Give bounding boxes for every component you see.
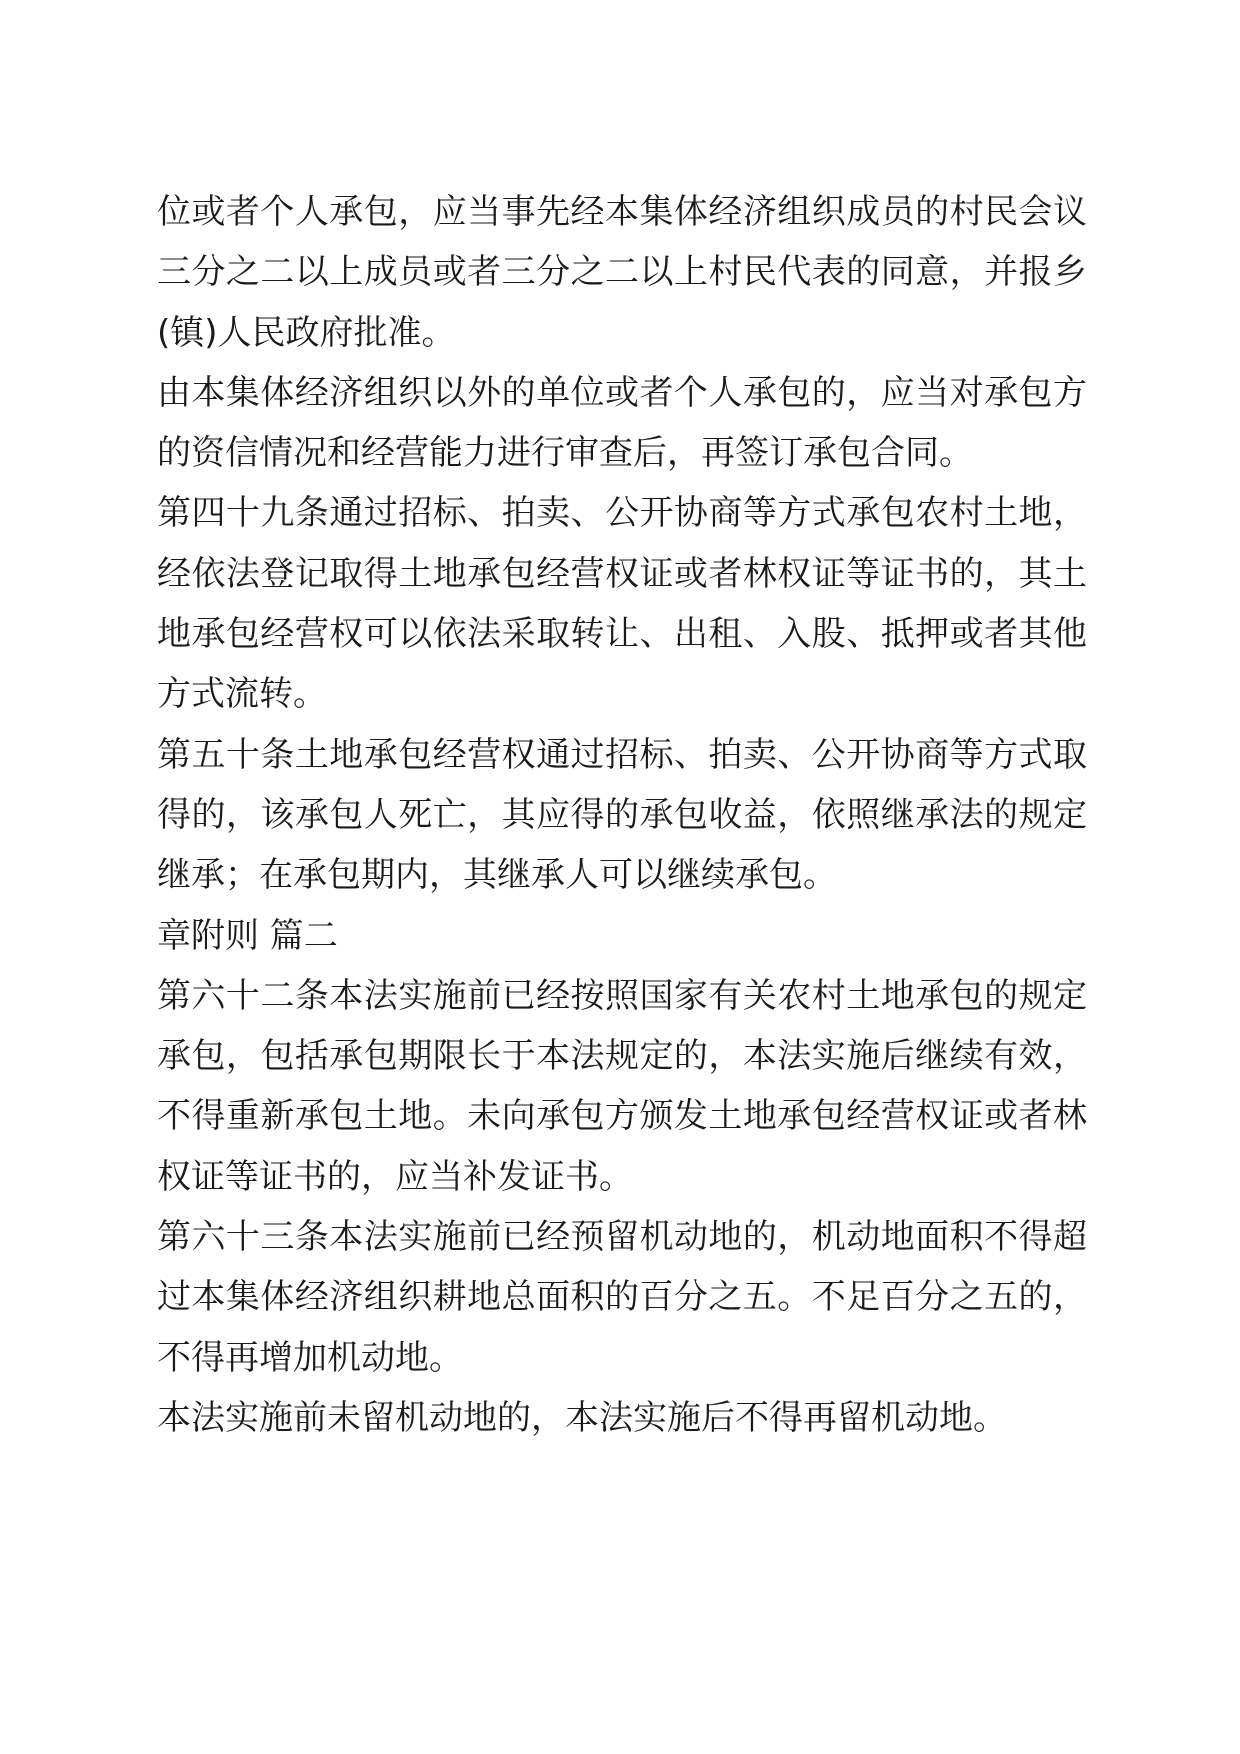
text-line: 不得重新承包土地。未向承包方颁发土地承包经营权证或者林: [157, 1096, 1087, 1137]
text-line: 不得再增加机动地。: [157, 1337, 463, 1378]
text-line: 三分之二以上成员或者三分之二以上村民代表的同意，并报乡: [157, 252, 1087, 293]
text-line: 方式流转。: [157, 674, 327, 715]
text-line: 继承；在承包期内，其继承人可以继续承包。: [157, 855, 837, 896]
text-line: 第六十三条本法实施前已经预留机动地的，机动地面积不得超: [157, 1217, 1087, 1258]
text-line: 得的，该承包人死亡，其应得的承包收益，依照继承法的规定: [157, 794, 1087, 835]
text-line: (镇)人民政府批准。: [157, 312, 456, 353]
text-line: 位或者个人承包，应当事先经本集体经济组织成员的村民会议: [157, 192, 1087, 232]
section-heading: 章附则 篇二: [157, 915, 338, 956]
text-line: 本法实施前未留机动地的，本法实施后不得再留机动地。: [157, 1397, 1007, 1438]
text-line: 权证等证书的，应当补发证书。: [157, 1156, 633, 1197]
text-line: 第五十条土地承包经营权通过招标、拍卖、公开协商等方式取: [157, 734, 1087, 775]
text-line: 第六十二条本法实施前已经按照国家有关农村土地承包的规定: [157, 975, 1087, 1016]
text-line: 过本集体经济组织耕地总面积的百分之五。不足百分之五的，: [157, 1277, 1087, 1318]
text-line: 的资信情况和经营能力进行审查后，再签订承包合同。: [157, 433, 973, 474]
text-line: 第四十九条通过招标、拍卖、公开协商等方式承包农村土地，: [157, 493, 1087, 534]
text-line: 由本集体经济组织以外的单位或者个人承包的，应当对承包方: [157, 372, 1087, 413]
body-text: [157, 182, 1087, 1448]
text-line: 承包，包括承包期限长于本法规定的，本法实施后继续有效，: [157, 1036, 1087, 1077]
text-line: 经依法登记取得土地承包经营权证或者林权证等证书的，其土: [157, 553, 1087, 594]
text-line: 地承包经营权可以依法采取转让、出租、入股、抵押或者其他: [157, 614, 1087, 655]
